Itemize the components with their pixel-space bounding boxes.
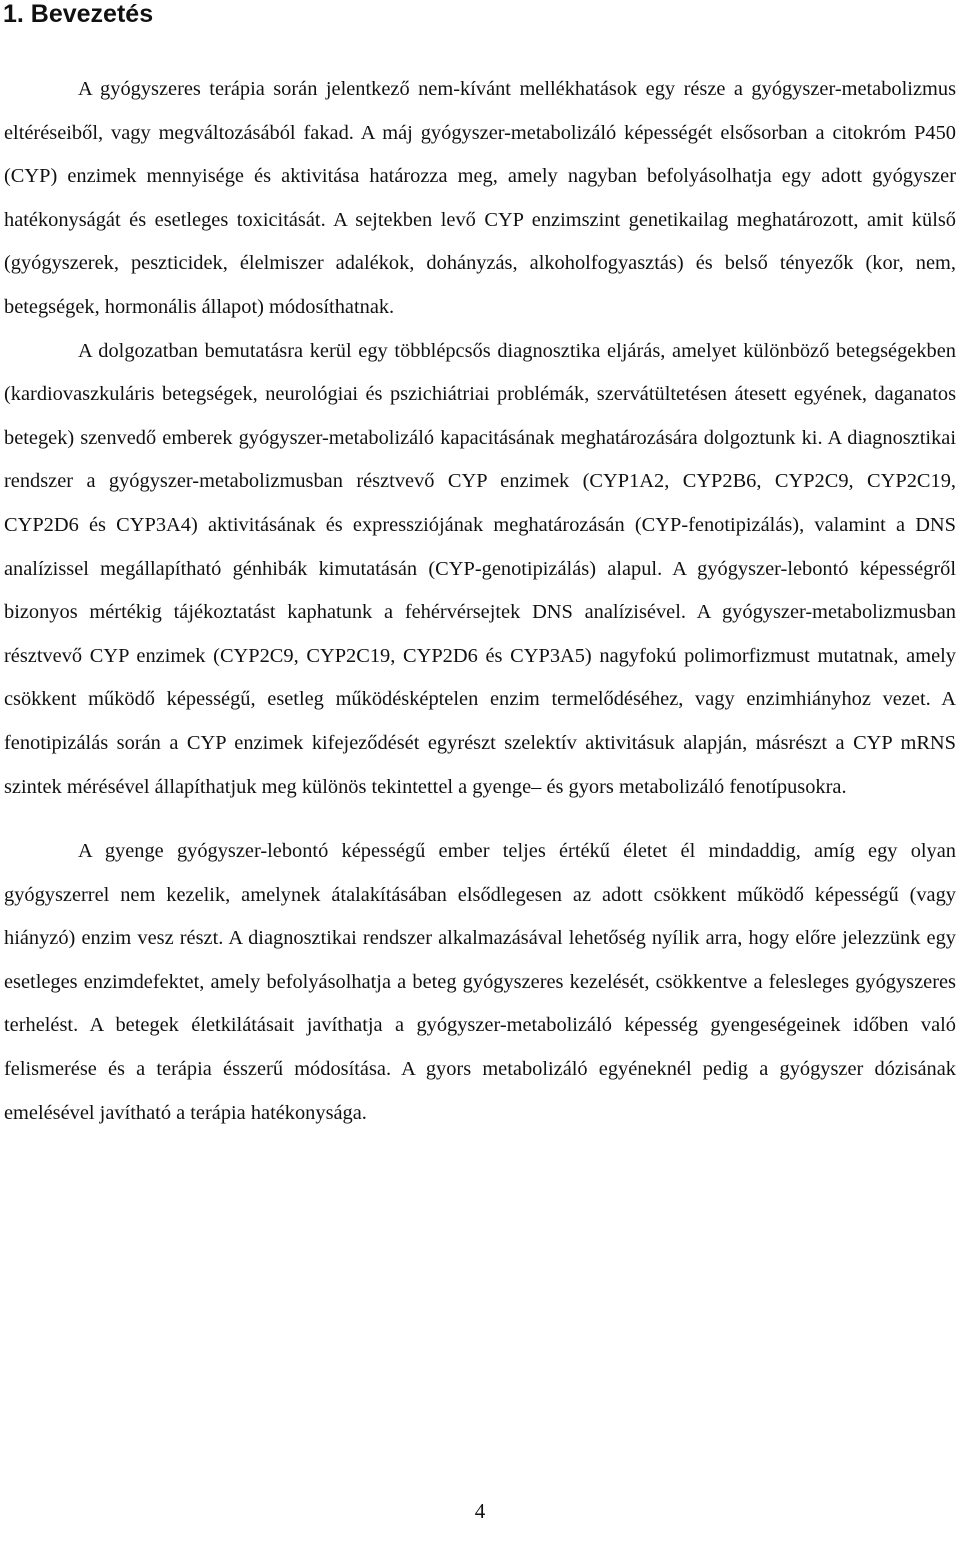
paragraph-1: A gyógyszeres terápia során jelentkező nem-kívánt mellékhatások egy része a gyógyszer-metabolizmus eltéréseiből, vagy megváltozásából fakad. A máj gyógyszer-metabolizáló képességét elsősorban a citokróm P450 (CYP) enzimek mennyisége és aktivitása határozza meg, amely nagyban befolyásolhatja egy adott gyógyszer hatékonyságát és esetleges toxicitását. A sejtekben levő CYP enzimszint genetikailag meghatározott, amit külső (gyógyszerek, peszticidek, élelmiszer adalékok, dohányzás, alkoholfogyasztás) és belső tényezők (kor, nem, betegségek, hormonális állapot) módosíthatnak. (4, 78, 956, 318)
paragraph-3: A gyenge gyógyszer-lebontó képességű ember teljes értékű életet él mindaddig, amíg egy olyan gyógyszerrel nem kezelik, amelynek átalakításában elsődlegesen az adott csökkent működő képességű (vagy hiányzó) enzim vesz részt. A diagnosztikai rendszer alkalmazásával lehetőség nyílik arra, hogy előre jelezzünk egy esetleges enzimdefektet, amely befolyásolhatja a beteg gyógyszeres kezelését, csökkentve a felesleges gyógyszeres terhelést. A betegek életkilátásait javíthatja a gyógyszer-metabolizáló képesség gyengeségeinek időben való felismerése és a terápia ésszerű módosítása. A gyors metabolizáló egyéneknél pedig a gyógyszer dózisának emelésével javítható a terápia hatékonysága. (4, 840, 956, 1124)
page-number: 4 (474, 1499, 486, 1523)
section-heading: 1. Bevezetés (3, 0, 154, 28)
paragraph-2: A dolgozatban bemutatásra kerül egy többlépcsős diagnosztika eljárás, amelyet különböző betegségekben (kardiovaszkuláris betegségek, neurológiai és pszichiátriai problémák, szervátültetésen átesett egyének, daganatos betegek) szenvedő emberek gyógyszer-metabolizáló kapacitásának meghatározására dolgoztunk ki. A diagnosztikai rendszer a gyógyszer-metabolizmusban résztvevő CYP enzimek (CYP1A2, CYP2B6, CYP2C9, CYP2C19, CYP2D6 és CYP3A4) aktivitásának és expressziójának meghatározásán (CYP-fenotipizálás), valamint a DNS analízissel megállapítható génhibák kimutatásán (CYP-genotipizálás) alapul. A gyógyszer-lebontó képességről bizonyos mértékig tájékoztatást kaphatunk a fehérvérsejtek DNS analízisével. A gyógyszer-metabolizmusban résztvevő CYP enzimek (CYP2C9, CYP2C19, CYP2D6 és CYP3A5) nagyfokú polimorfizmust mutatnak, amely csökkent működő képességű, esetleg működésképtelen enzim termelődéséhez, vagy enzimhiányhoz vezet. A fenotipizálás során a CYP enzimek kifejeződését egyrészt szelektív aktivitásuk alapján, másrészt a CYP mRNS szintek mérésével állapíthatjuk meg különös tekintettel a gyenge– és gyors metabolizáló fenotípusokra. (4, 339, 956, 798)
document-body (4, 68, 956, 1135)
